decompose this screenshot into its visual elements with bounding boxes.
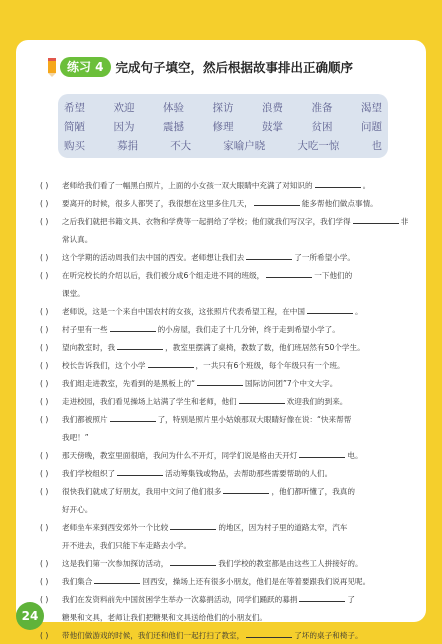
answer-blank[interactable]: [246, 629, 292, 638]
question-line: [40, 284, 420, 302]
order-paren[interactable]: ( ): [40, 396, 49, 406]
order-paren[interactable]: ( ): [40, 576, 49, 586]
question-segment: 好开心。: [62, 504, 93, 514]
question-text: [62, 629, 420, 641]
question-text: [62, 359, 420, 371]
exercise-badge: 练习 4: [60, 57, 111, 77]
question-text: [62, 395, 420, 407]
order-paren[interactable]: ( ): [40, 468, 49, 478]
word-bank-item: 鼓掌: [262, 121, 283, 133]
question-segment: 这个学期的活动周我们去中国的西安。老师想让我们去: [62, 253, 245, 262]
question-segment: 我们在发资料前先中国贫困学生举办一次募捐活动，同学们踊跃的募捐: [62, 595, 298, 604]
word-bank-item: 震撼: [163, 121, 184, 133]
question-segment: 村子里有一些: [62, 325, 108, 334]
question-segment: 的地区，因为村子里的道路太窄，汽车: [218, 523, 348, 532]
question-line: [40, 338, 420, 356]
exercise-title: 完成句子填空，然后根据故事排出正确顺序: [115, 60, 354, 75]
question-segment: 活动筹集钱或物品，去帮助那些需要帮助的人们。: [165, 469, 333, 478]
answer-blank[interactable]: [254, 197, 300, 206]
question-segment: 的小房屋，我们走了十几分钟，终于走到希望小学了。: [157, 325, 340, 334]
question-segment: 我们组走进教室，先看到的是黑板上的“: [62, 379, 196, 388]
question-segment: 了: [347, 595, 355, 604]
answer-blank[interactable]: [117, 341, 163, 350]
answer-blank[interactable]: [94, 575, 140, 584]
question-text: [62, 485, 420, 497]
question-text: [62, 251, 420, 263]
word-bank-item: 简陋: [64, 121, 85, 133]
answer-blank[interactable]: [299, 449, 345, 458]
question-line: [40, 374, 420, 392]
exercise-header: [46, 55, 426, 79]
question-text: [62, 234, 420, 245]
question-text: [62, 341, 420, 353]
question-line: [40, 320, 420, 338]
question-segment: 我们学校组织了: [62, 469, 116, 478]
question-segment: 要离开的时候，很多人都哭了，我很想在这里多住几天，: [62, 199, 252, 208]
question-segment: 走进校园，我们看见操场上站满了学生和老师，他们: [62, 397, 237, 406]
question-segment: 国际访问团”7个中文大字。: [245, 379, 338, 388]
question-text: [62, 557, 420, 569]
answer-blank[interactable]: [246, 251, 292, 260]
question-line: [40, 248, 420, 266]
question-text: [62, 593, 420, 605]
word-bank-item: 欢迎: [113, 102, 135, 114]
word-bank-item: 问题: [361, 121, 382, 133]
question-segment: 我们学校的教室都是由这些工人拼接好的。: [218, 559, 363, 568]
word-bank-item: 修理: [212, 121, 234, 133]
question-segment: 开不进去，我们只能下车走路去小学。: [62, 540, 192, 550]
question-text: [62, 467, 420, 479]
answer-blank[interactable]: [239, 395, 285, 404]
question-line: [40, 302, 420, 320]
answer-blank[interactable]: [117, 467, 163, 476]
word-bank-row: [64, 136, 382, 155]
question-line: [40, 176, 420, 194]
answer-blank[interactable]: [197, 377, 243, 386]
question-line: [40, 500, 420, 518]
word-bank-row: [64, 98, 382, 117]
word-bank-item: 准备: [311, 102, 333, 114]
question-segment: 带他们做游戏的时候，我们还和他们一起打扫了教室，: [62, 631, 245, 640]
order-paren[interactable]: ( ): [40, 180, 49, 190]
question-segment: 电。: [347, 451, 363, 460]
answer-blank[interactable]: [299, 593, 345, 602]
question-segment: 校长告诉我们，这个小学: [62, 361, 146, 370]
question-text: [62, 521, 420, 533]
question-text: [62, 323, 420, 335]
order-paren[interactable]: ( ): [40, 522, 49, 532]
order-paren[interactable]: ( ): [40, 486, 49, 496]
answer-blank[interactable]: [307, 305, 353, 314]
order-paren[interactable]: ( ): [40, 198, 49, 208]
question-list: [40, 176, 420, 644]
question-line: [40, 194, 420, 212]
question-segment: 课堂。: [62, 288, 85, 298]
word-bank-item: 大吃一惊: [297, 140, 340, 152]
question-segment: ，他们都听懂了，我真的: [271, 487, 355, 496]
question-segment: 一下他们的: [314, 271, 353, 280]
order-paren[interactable]: ( ): [40, 558, 49, 568]
question-segment: 了坏的桌子和椅子。: [294, 631, 363, 640]
question-text: [62, 413, 420, 425]
question-line: [40, 266, 420, 284]
question-text: [62, 504, 420, 515]
question-segment: 。: [362, 181, 371, 190]
order-paren[interactable]: ( ): [40, 450, 49, 460]
question-segment: 老师给我们看了一幅黑白照片，上面的小女孩一双大眼睛中充满了对知识的: [62, 181, 313, 190]
question-line: [40, 482, 420, 500]
answer-blank[interactable]: [110, 413, 156, 422]
question-text: [62, 305, 420, 317]
order-paren[interactable]: ( ): [40, 270, 49, 280]
word-bank-item: 因为: [113, 121, 135, 133]
word-bank-item: 浪费: [262, 102, 283, 114]
question-line: [40, 410, 420, 428]
question-segment: 很快我们就成了好朋友，我用中文问了他们很多: [62, 487, 222, 496]
order-paren[interactable]: ( ): [40, 342, 49, 352]
question-segment: 非: [400, 217, 409, 226]
question-line: [40, 230, 420, 248]
order-paren[interactable]: ( ): [40, 360, 49, 370]
question-segment: 之后我们就把书籍文具、衣物和学费等一起捐给了学校；他们就我们写汉字，我们学得: [62, 217, 351, 226]
question-segment: 了一所希望小学。: [294, 253, 355, 262]
question-line: [40, 626, 420, 644]
word-bank-item: 探访: [212, 102, 234, 114]
word-bank-item: 募捐: [117, 140, 139, 152]
question-text: [62, 197, 420, 209]
question-segment: 。: [355, 307, 363, 316]
question-segment: 了，特别是照片里小姑娘那双大眼睛好像在说：“快来帮帮: [157, 415, 352, 424]
order-paren[interactable]: ( ): [40, 252, 49, 262]
question-text: [62, 179, 420, 191]
question-segment: 老师说，这是一个来自中国农村的女孩，这张照片代表希望工程，在中国: [62, 307, 305, 316]
word-bank-item: 希望: [64, 102, 85, 114]
question-text: [62, 432, 420, 443]
page-number: 24: [16, 602, 44, 630]
question-line: [40, 536, 420, 554]
answer-blank[interactable]: [223, 485, 269, 494]
order-paren[interactable]: ( ): [40, 630, 49, 640]
question-segment: 欢迎我们的到来。: [286, 397, 348, 406]
question-text: [62, 215, 420, 227]
answer-blank[interactable]: [110, 323, 156, 332]
question-text: [62, 269, 420, 281]
question-segment: 在听完校长的介绍以后，我们被分成6个组走进不同的班级，: [62, 271, 265, 280]
question-text: [62, 288, 420, 299]
question-line: [40, 392, 420, 410]
order-paren[interactable]: ( ): [40, 378, 49, 388]
answer-blank[interactable]: [148, 359, 194, 368]
order-paren[interactable]: ( ): [40, 414, 49, 424]
answer-blank[interactable]: [315, 179, 361, 188]
question-line: [40, 446, 420, 464]
pencil-icon: [46, 57, 58, 77]
question-line: [40, 554, 420, 572]
question-line: [40, 590, 420, 608]
word-bank-item: 不大: [170, 140, 192, 152]
question-segment: 望向教室时，我: [62, 343, 116, 352]
order-paren[interactable]: ( ): [40, 306, 49, 316]
order-paren[interactable]: ( ): [40, 216, 49, 226]
question-line: [40, 356, 420, 374]
question-segment: 这是我们第一次参加探访活动，: [62, 559, 169, 568]
question-segment: 我们都被照片: [62, 415, 108, 424]
question-line: [40, 464, 420, 482]
question-text: [62, 575, 420, 587]
question-segment: 老师坐车来到西安郊外一个比较: [62, 523, 169, 532]
word-bank-item: 也: [371, 140, 382, 152]
question-segment: 那天傍晚，教室里面很暗，我问为什么不开灯，同学们说是格由天开灯: [62, 451, 298, 460]
answer-blank[interactable]: [266, 269, 312, 278]
word-bank-item: 购买: [64, 140, 85, 152]
question-line: [40, 428, 420, 446]
answer-blank[interactable]: [170, 557, 216, 566]
question-segment: 回西安，操场上还有很多小朋友，他们是在等着要跟我们说再见呢。: [142, 577, 371, 586]
order-paren[interactable]: ( ): [40, 324, 49, 334]
question-text: [62, 540, 420, 551]
answer-blank[interactable]: [170, 521, 216, 530]
question-segment: 我吧！”: [62, 432, 89, 442]
question-segment: 能多帮他们做点事情。: [301, 199, 378, 208]
question-segment: ，一共只有6个班级，每个年级只有一个班。: [195, 361, 345, 370]
word-bank-item: 贫困: [311, 121, 333, 133]
word-bank-item: 渴望: [361, 102, 382, 114]
question-line: [40, 212, 420, 230]
question-text: [62, 449, 420, 461]
question-line: [40, 572, 420, 590]
question-segment: 我们集合: [62, 577, 93, 586]
question-line: [40, 608, 420, 626]
order-paren[interactable]: ( ): [40, 594, 49, 604]
question-segment: 常认真。: [62, 234, 93, 244]
word-bank-item: 体验: [163, 102, 184, 114]
word-bank-row: [64, 117, 382, 136]
answer-blank[interactable]: [353, 215, 399, 224]
question-segment: ，教室里摆满了桌椅，教数了数，他们班居然有50个学生。: [165, 343, 365, 352]
question-text: [62, 377, 420, 389]
word-bank-item: 家喻户晓: [223, 140, 266, 152]
question-segment: 糖果和文具，老师让我们把糖果和文具送给他们的小朋友们。: [62, 612, 268, 622]
question-text: [62, 612, 420, 623]
question-line: [40, 518, 420, 536]
word-bank: [58, 94, 388, 158]
